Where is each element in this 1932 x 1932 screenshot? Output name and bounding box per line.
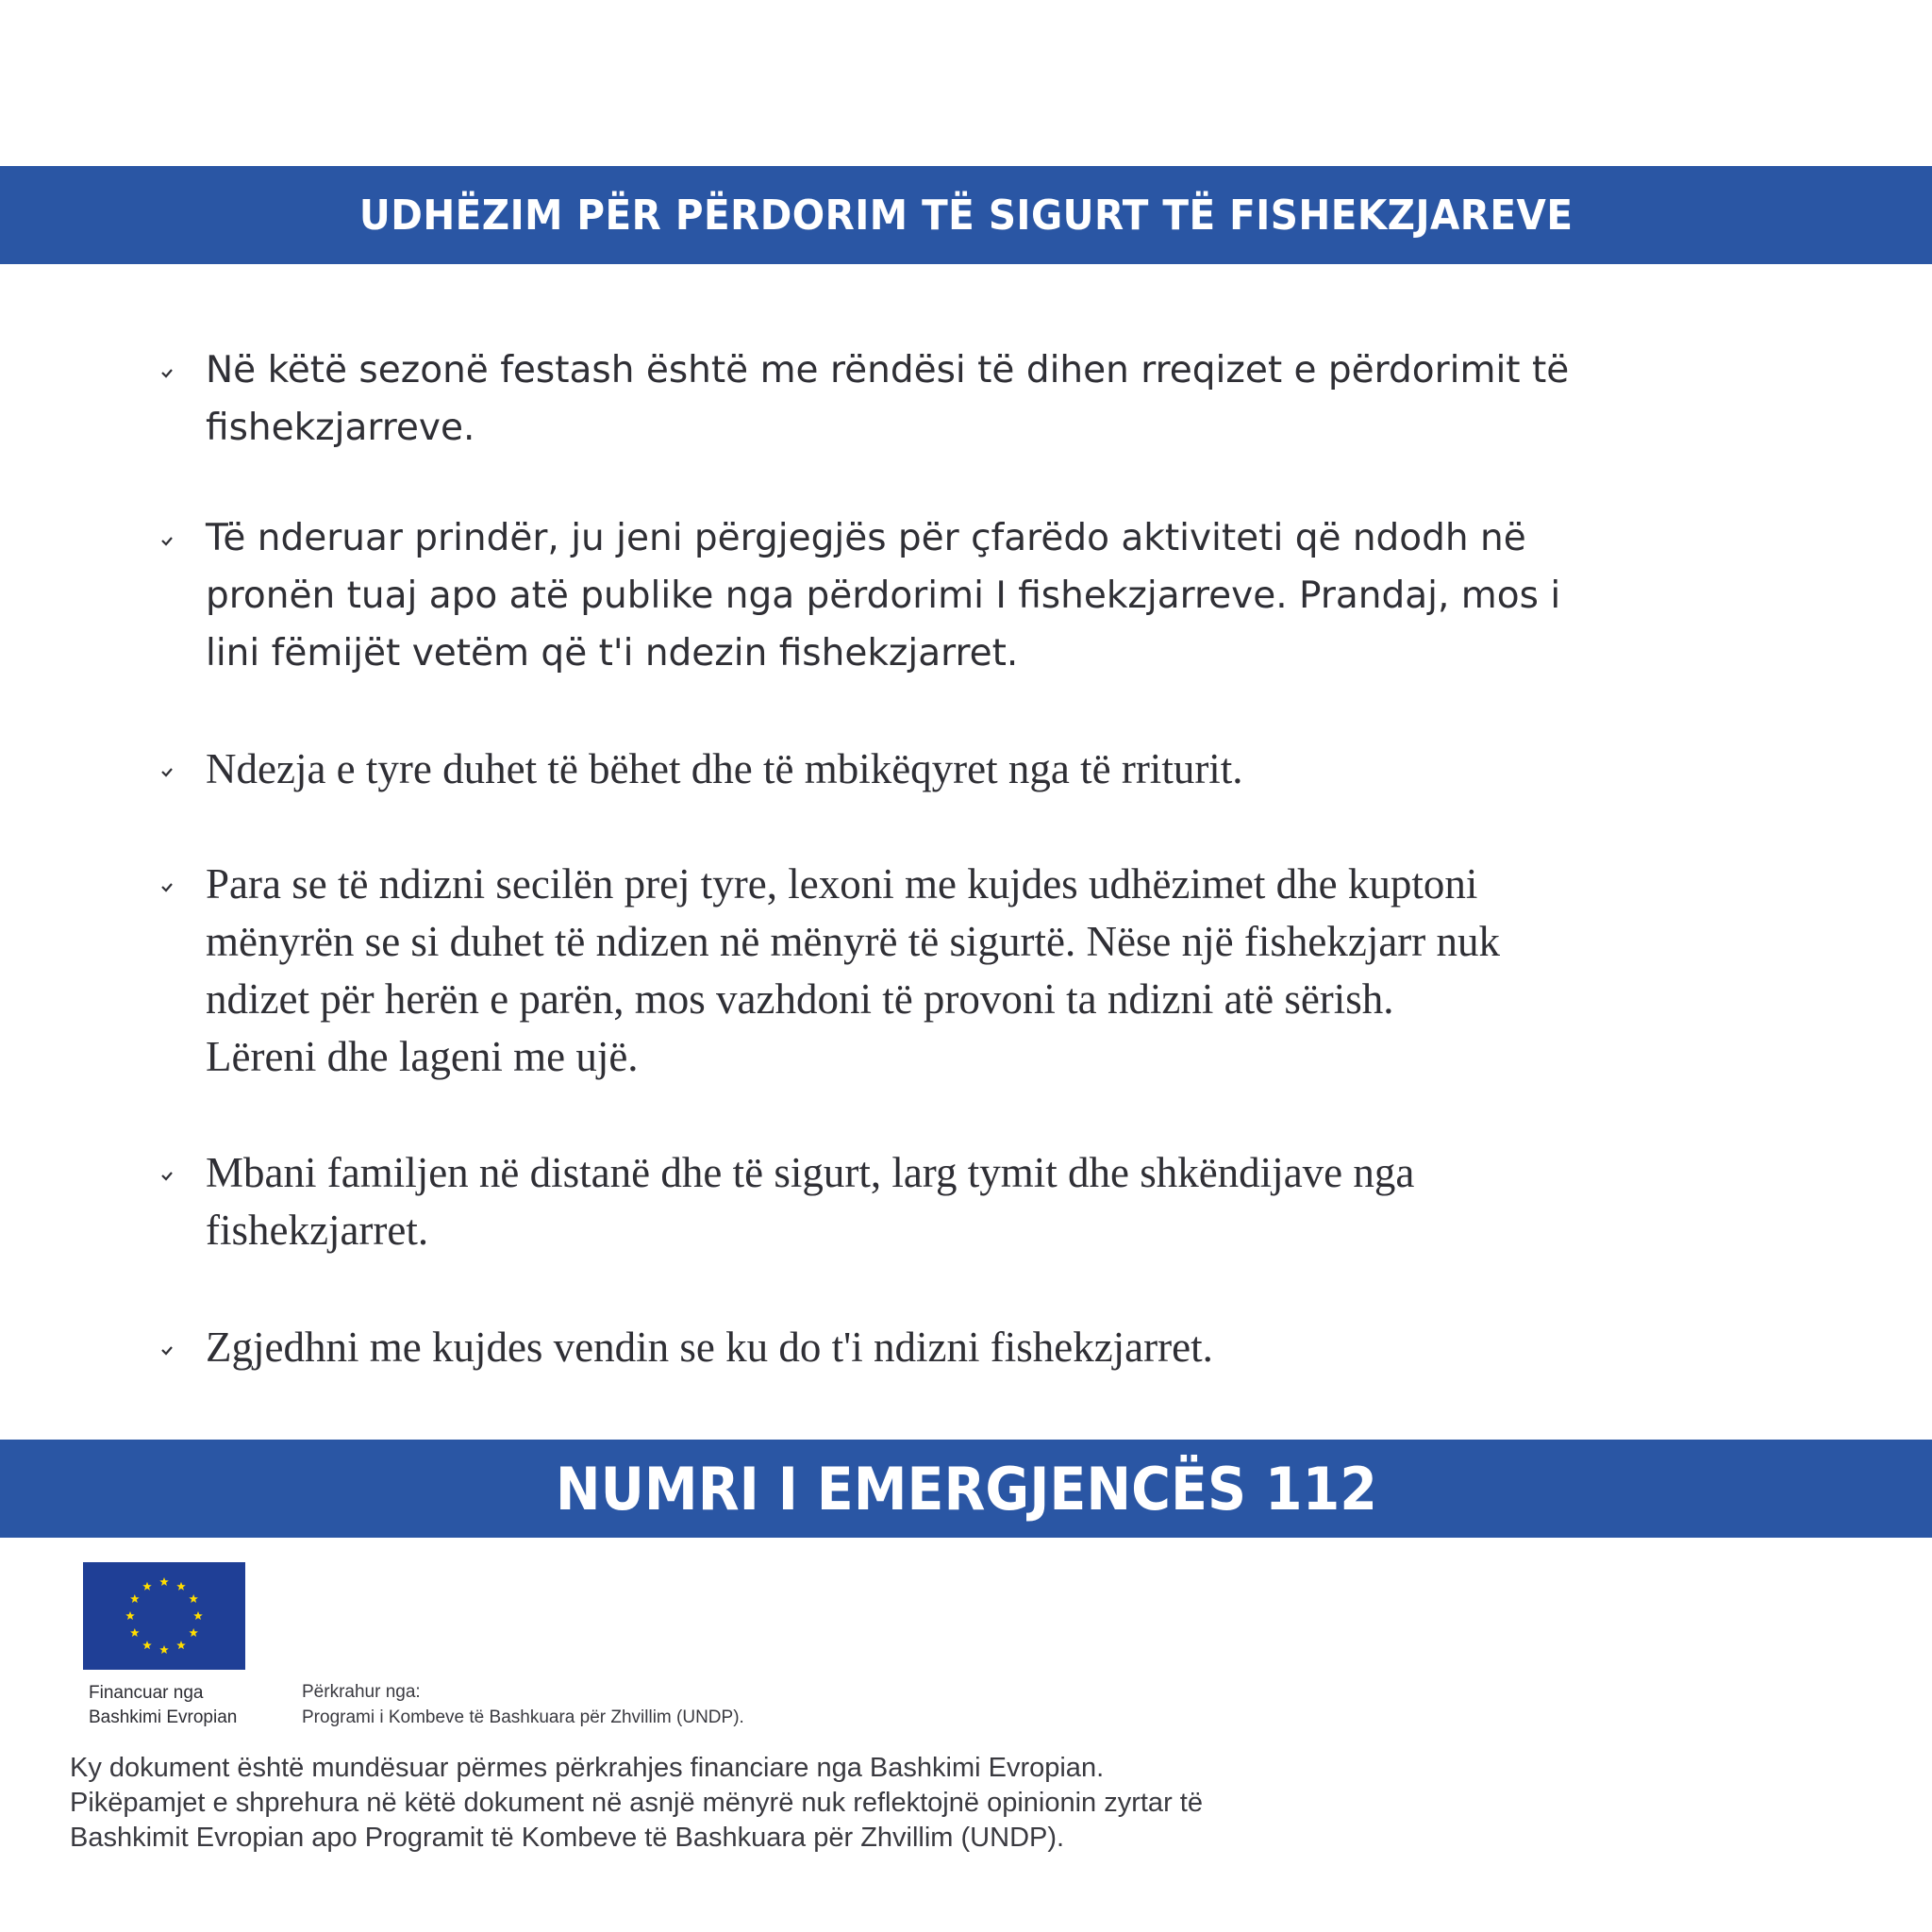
eu-flag-icon — [83, 1562, 245, 1670]
disclaimer-line: Bashkimit Evropian apo Programit të Kombeve të Bashkuara për Zhvillim (UNDP). — [70, 1823, 1065, 1853]
funded-line: Financuar nga — [89, 1683, 204, 1703]
funded-by — [89, 1681, 237, 1730]
text-line: pronën tuaj apo atë publike nga përdorimi I fishekzjarreve. Prandaj, mos i — [206, 575, 1561, 617]
text-line: Para se të ndizni secilën prej tyre, lexoni me kujdes udhëzimet dhe kuptoni — [206, 860, 1478, 908]
text-line: fishekzjarret. — [206, 1207, 429, 1254]
header-banner — [0, 166, 1932, 264]
text-line: Mbani familjen në distanë dhe të sigurt, larg tymit dhe shkëndijave nga — [206, 1149, 1415, 1196]
text-line: mënyrën se si duhet të ndizen në mënyrë të sigurtë. Nëse një fishekzjarr nuk — [206, 918, 1501, 965]
check-icon — [160, 366, 174, 379]
check-icon — [160, 765, 174, 778]
disclaimer — [70, 1751, 1485, 1856]
supported-by — [302, 1679, 744, 1730]
check-icon — [160, 1169, 174, 1182]
list-item-text — [206, 1144, 1640, 1259]
disclaimer-line: Pikëpamjet e shprehura në këtë dokument në asnjë mënyrë nuk reflektojnë opinionin zyrtar të — [70, 1788, 1203, 1818]
list-item-text — [206, 1319, 1640, 1376]
list-item-text — [206, 341, 1640, 457]
supported-line: Programi i Kombeve të Bashkuara për Zhvillim (UNDP). — [302, 1707, 744, 1727]
list-item-text — [206, 509, 1640, 682]
funded-line: Bashkimi Evropian — [89, 1707, 238, 1727]
text-line: lini fëmijët vetëm që t'i ndezin fishekzjarret. — [206, 632, 1019, 675]
text-line: Ndezja e tyre duhet të bëhet dhe të mbikëqyret nga të rriturit. — [206, 745, 1243, 792]
text-line: Të nderuar prindër, ju jeni përgjegjës për çfarëdo aktiviteti që ndodh në — [206, 517, 1526, 559]
check-icon — [160, 534, 174, 547]
emergency-number: NUMRI I EMERGJENCËS 112 — [555, 1454, 1377, 1524]
check-icon — [160, 1343, 174, 1357]
list-item-text — [206, 856, 1640, 1086]
disclaimer-line: Ky dokument është mundësuar përmes përkrahjes financiare nga Bashkimi Evropian. — [70, 1753, 1105, 1783]
page-title: UDHËZIM PËR PËRDORIM TË SIGURT TË FISHEKZJAREVE — [358, 191, 1574, 240]
check-icon — [160, 880, 174, 893]
list-item-text — [206, 741, 1640, 798]
text-line: Lëreni dhe lageni me ujë. — [206, 1033, 639, 1080]
supported-line: Përkrahur nga: — [302, 1682, 421, 1702]
emergency-banner — [0, 1440, 1932, 1538]
text-line: Zgjedhni me kujdes vendin se ku do t'i ndizni fishekzjarret. — [206, 1324, 1213, 1371]
text-line: fishekzjarreve. — [206, 407, 475, 449]
text-line: Në këtë sezonë festash është me rëndësi të dihen rreqizet e përdorimit të — [206, 349, 1570, 391]
text-line: ndizet për herën e parën, mos vazhdoni të provoni ta ndizni atë sërish. — [206, 975, 1394, 1023]
